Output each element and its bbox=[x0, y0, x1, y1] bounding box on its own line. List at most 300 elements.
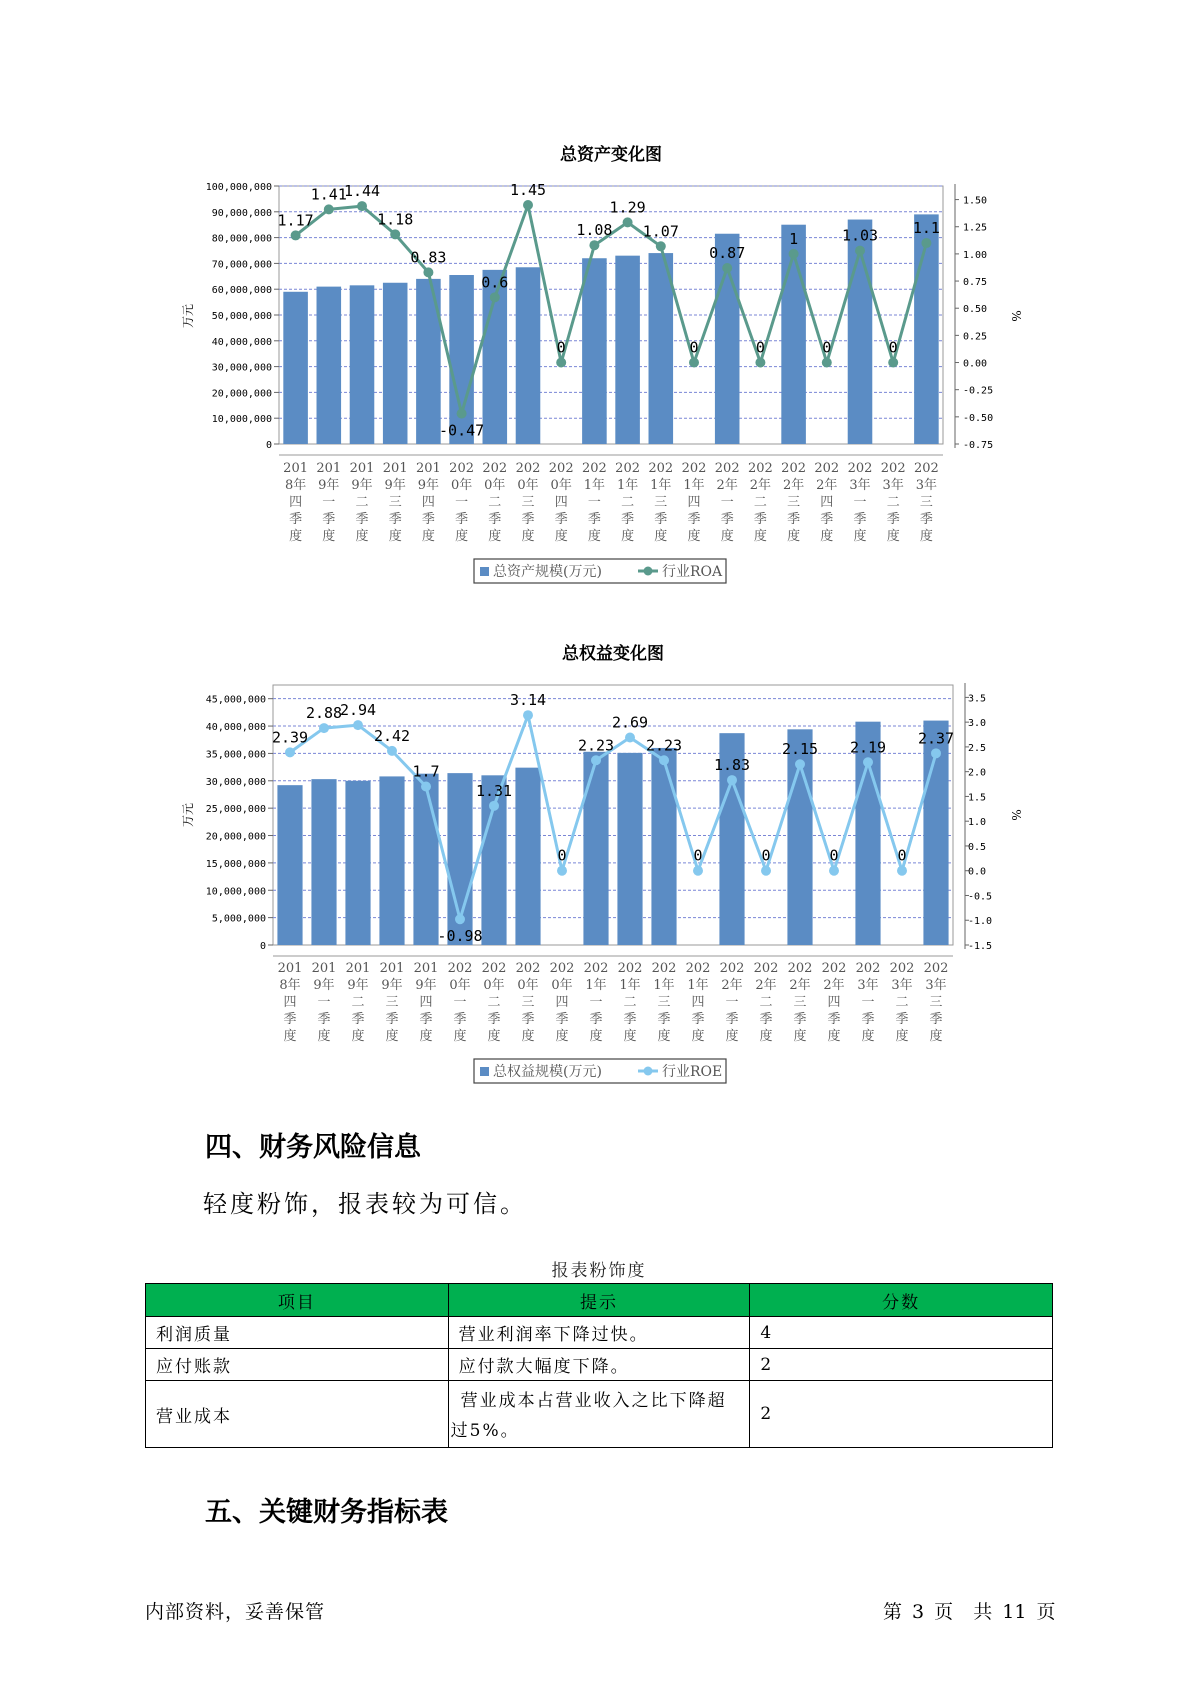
x-tick-label: 0年 bbox=[550, 478, 572, 493]
x-tick-label: 3年 bbox=[857, 978, 879, 993]
x-tick-label: 9年 bbox=[351, 478, 373, 493]
x-tick-label: 二 bbox=[895, 995, 909, 1010]
data-label: 0.87 bbox=[709, 244, 746, 263]
x-tick-label: 202 bbox=[714, 461, 740, 476]
y2-tick-label: -0.25 bbox=[963, 385, 994, 397]
x-tick-label: 度 bbox=[929, 1029, 943, 1044]
x-tick-label: 202 bbox=[719, 961, 745, 976]
x-tick-label: 201 bbox=[413, 961, 439, 976]
data-label: 2.39 bbox=[271, 728, 309, 747]
x-tick-label: 季 bbox=[521, 1012, 535, 1027]
x-tick-label: 度 bbox=[895, 1029, 909, 1044]
cell-item: 应付账款 bbox=[146, 1349, 449, 1381]
x-tick-label: 季 bbox=[759, 1012, 773, 1027]
x-tick-label: 度 bbox=[725, 1029, 739, 1044]
x-tick-label: 季 bbox=[554, 512, 568, 527]
x-tick-label: 季 bbox=[621, 512, 635, 527]
x-tick-label: 度 bbox=[827, 1029, 841, 1044]
y-axis-title: 万元 bbox=[181, 303, 195, 329]
y-tick-label: 100,000,000 bbox=[205, 182, 272, 193]
section-heading-financial-risk: 四、财务风险信息 bbox=[205, 1132, 421, 1163]
x-tick-label: 度 bbox=[919, 529, 933, 544]
line-point bbox=[897, 866, 907, 876]
x-tick-label: 202 bbox=[548, 461, 574, 476]
y-tick-label: 80,000,000 bbox=[211, 233, 272, 245]
x-tick-label: 季 bbox=[453, 1012, 467, 1027]
x-tick-label: 0年 bbox=[551, 978, 573, 993]
x-tick-label: 季 bbox=[388, 512, 402, 527]
x-tick-label: 202 bbox=[821, 961, 847, 976]
window-dressing-table bbox=[145, 1283, 1053, 1448]
x-tick-label: 201 bbox=[379, 961, 405, 976]
x-tick-label: 四 bbox=[289, 495, 303, 510]
bar bbox=[277, 785, 302, 945]
x-tick-label: 季 bbox=[355, 512, 369, 527]
bar bbox=[515, 768, 540, 945]
x-tick-label: 0年 bbox=[449, 978, 471, 993]
x-tick-label: 一 bbox=[317, 995, 331, 1010]
x-tick-label: 季 bbox=[317, 1012, 331, 1027]
data-label: 0 bbox=[829, 846, 839, 865]
bar bbox=[413, 774, 438, 945]
data-label: 0 bbox=[888, 338, 898, 357]
x-tick-label: 二 bbox=[886, 495, 900, 510]
x-tick-label: 季 bbox=[455, 512, 469, 527]
x-tick-label: 度 bbox=[555, 1029, 569, 1044]
data-label: 1.29 bbox=[609, 198, 646, 217]
data-label: 2.94 bbox=[339, 701, 377, 720]
x-tick-label: 9年 bbox=[318, 478, 340, 493]
y-tick-label: 90,000,000 bbox=[211, 207, 272, 219]
x-tick-label: 度 bbox=[861, 1029, 875, 1044]
x-tick-label: 四 bbox=[555, 995, 569, 1010]
data-label: 1.08 bbox=[576, 221, 613, 240]
x-tick-label: 季 bbox=[895, 1012, 909, 1027]
x-tick-label: 季 bbox=[691, 1012, 705, 1027]
data-label: 0 bbox=[556, 338, 566, 357]
footer-confidential-note: 内部资料，妥善保管 bbox=[145, 1601, 326, 1623]
column-header-item: 项目 bbox=[146, 1284, 449, 1317]
y2-tick-label: 3.5 bbox=[968, 693, 987, 705]
x-tick-label: 季 bbox=[421, 512, 435, 527]
legend-line-label: 行业ROE bbox=[662, 1064, 723, 1080]
x-tick-label: 度 bbox=[283, 1029, 297, 1044]
x-tick-label: 一 bbox=[861, 995, 875, 1010]
y2-tick-label: -1.5 bbox=[968, 941, 993, 952]
x-tick-label: 3年 bbox=[882, 478, 904, 493]
data-label: -0.47 bbox=[439, 421, 485, 440]
data-label: 0 bbox=[693, 846, 703, 865]
data-label: 1.7 bbox=[412, 762, 440, 781]
x-tick-label: 度 bbox=[289, 529, 303, 544]
x-tick-label: 季 bbox=[589, 1012, 603, 1027]
data-label: 1.17 bbox=[277, 211, 314, 230]
x-tick-label: 度 bbox=[589, 1029, 603, 1044]
y2-tick-label: 1.0 bbox=[968, 817, 987, 829]
x-tick-label: 一 bbox=[455, 495, 469, 510]
x-tick-label: 202 bbox=[753, 961, 779, 976]
x-tick-label: 二 bbox=[355, 495, 369, 510]
data-label: 1.18 bbox=[377, 210, 414, 229]
x-tick-label: 1年 bbox=[583, 478, 606, 493]
bar bbox=[481, 775, 506, 945]
x-tick-label: 三 bbox=[657, 995, 671, 1010]
x-tick-label: 0年 bbox=[517, 978, 539, 993]
x-tick-label: 202 bbox=[847, 461, 873, 476]
line-point bbox=[387, 746, 397, 756]
y2-tick-label: 0.50 bbox=[963, 304, 988, 316]
x-tick-label: 四 bbox=[691, 995, 705, 1010]
x-tick-label: 202 bbox=[781, 461, 807, 476]
x-tick-label: 度 bbox=[317, 1029, 331, 1044]
cell-hint: 应付款大幅度下降。 bbox=[448, 1349, 750, 1381]
line-point bbox=[285, 747, 295, 757]
y2-axis-title: % bbox=[1009, 809, 1023, 821]
data-label: 2.69 bbox=[611, 713, 649, 732]
x-tick-label: 201 bbox=[349, 461, 375, 476]
y2-tick-label: 0.0 bbox=[968, 866, 987, 878]
x-tick-label: 8年 bbox=[279, 978, 301, 993]
x-tick-label: 202 bbox=[923, 961, 949, 976]
y2-tick-label: 1.00 bbox=[963, 249, 988, 261]
line-point bbox=[455, 914, 465, 924]
y2-tick-label: -1.0 bbox=[968, 916, 993, 928]
x-tick-label: 度 bbox=[886, 529, 900, 544]
x-tick-label: 度 bbox=[453, 1029, 467, 1044]
x-tick-label: 3年 bbox=[915, 478, 938, 493]
x-tick-label: 度 bbox=[759, 1029, 773, 1044]
x-tick-label: 四 bbox=[820, 495, 834, 510]
data-label: 2.88 bbox=[305, 704, 343, 723]
x-tick-label: 四 bbox=[419, 995, 433, 1010]
x-tick-label: 0年 bbox=[484, 478, 506, 493]
y2-tick-label: 0.5 bbox=[968, 841, 987, 853]
legend-bar-swatch bbox=[480, 1067, 489, 1076]
x-tick-label: 季 bbox=[793, 1012, 807, 1027]
risk-summary-text: 轻度粉饰，报表较为可信。 bbox=[203, 1190, 527, 1218]
line-point bbox=[353, 720, 363, 730]
x-tick-label: 202 bbox=[747, 461, 773, 476]
y-tick-label: 5,000,000 bbox=[211, 913, 266, 925]
x-tick-label: 二 bbox=[488, 495, 502, 510]
data-label: 2.15 bbox=[781, 740, 819, 759]
x-tick-label: 度 bbox=[487, 1029, 501, 1044]
y2-tick-label: 2.0 bbox=[968, 767, 987, 779]
table-header-row bbox=[146, 1284, 1053, 1317]
x-tick-label: 202 bbox=[648, 461, 674, 476]
x-tick-label: 季 bbox=[919, 512, 933, 527]
data-label: 0 bbox=[897, 846, 907, 865]
x-tick-label: 9年 bbox=[417, 478, 440, 493]
x-tick-label: 四 bbox=[827, 995, 841, 1010]
x-tick-label: 二 bbox=[621, 495, 635, 510]
x-tick-label: 202 bbox=[617, 961, 643, 976]
y2-tick-label: 1.25 bbox=[963, 222, 988, 234]
x-tick-label: 度 bbox=[621, 529, 635, 544]
x-tick-label: 季 bbox=[820, 512, 834, 527]
table-row bbox=[146, 1349, 1053, 1381]
table-caption: 报表粉饰度 bbox=[551, 1261, 647, 1281]
x-tick-label: 度 bbox=[554, 529, 568, 544]
column-header-score: 分数 bbox=[750, 1284, 1053, 1317]
x-tick-label: 202 bbox=[787, 961, 813, 976]
x-tick-label: 202 bbox=[515, 961, 541, 976]
x-tick-label: 季 bbox=[654, 512, 668, 527]
x-tick-label: 202 bbox=[515, 461, 541, 476]
y2-tick-label: 1.50 bbox=[963, 195, 988, 207]
line-point bbox=[591, 755, 601, 765]
y2-tick-label: 0.25 bbox=[963, 331, 988, 343]
cell-item: 利润质量 bbox=[146, 1317, 449, 1349]
x-tick-label: 四 bbox=[421, 495, 435, 510]
line-point bbox=[659, 755, 669, 765]
x-tick-label: 度 bbox=[753, 529, 767, 544]
bar bbox=[345, 781, 370, 945]
x-tick-label: 9年 bbox=[415, 978, 437, 993]
x-tick-label: 度 bbox=[820, 529, 834, 544]
cell-hint: 营业利润率下降过快。 bbox=[448, 1317, 750, 1349]
x-tick-label: 202 bbox=[481, 961, 507, 976]
x-tick-label: 1年 bbox=[683, 478, 705, 493]
data-label: 1.45 bbox=[509, 181, 547, 200]
x-tick-label: 3年 bbox=[849, 478, 871, 493]
bar bbox=[651, 748, 676, 945]
y-tick-label: 40,000,000 bbox=[211, 336, 272, 348]
x-tick-label: 度 bbox=[654, 529, 668, 544]
x-tick-label: 1年 bbox=[616, 478, 639, 493]
y-tick-label: 20,000,000 bbox=[211, 388, 272, 400]
chart-title: 总资产变化图 bbox=[560, 145, 662, 165]
x-tick-label: 0年 bbox=[517, 478, 539, 493]
x-tick-label: 3年 bbox=[925, 978, 947, 993]
x-tick-label: 2年 bbox=[749, 478, 772, 493]
x-tick-label: 季 bbox=[827, 1012, 841, 1027]
x-tick-label: 四 bbox=[687, 495, 701, 510]
bar bbox=[311, 779, 336, 945]
x-tick-label: 季 bbox=[657, 1012, 671, 1027]
data-label: 1.07 bbox=[642, 222, 679, 241]
x-tick-label: 201 bbox=[382, 461, 408, 476]
y-tick-label: 40,000,000 bbox=[205, 722, 266, 734]
y-tick-label: 30,000,000 bbox=[211, 362, 272, 374]
line-point bbox=[931, 748, 941, 758]
bar bbox=[617, 753, 642, 945]
bar bbox=[583, 752, 608, 945]
x-tick-label: 二 bbox=[753, 495, 767, 510]
y2-tick-label: 3.0 bbox=[968, 718, 987, 730]
y-tick-label: 15,000,000 bbox=[205, 858, 266, 870]
data-label: -0.98 bbox=[437, 927, 483, 946]
x-tick-label: 度 bbox=[687, 529, 701, 544]
x-tick-label: 度 bbox=[355, 529, 369, 544]
x-tick-label: 201 bbox=[277, 961, 303, 976]
x-tick-label: 季 bbox=[351, 1012, 365, 1027]
x-tick-label: 季 bbox=[487, 1012, 501, 1027]
x-tick-label: 二 bbox=[487, 995, 501, 1010]
cell-score: 4 bbox=[750, 1317, 1053, 1349]
data-label: 1.03 bbox=[841, 226, 879, 245]
x-tick-label: 度 bbox=[587, 529, 601, 544]
x-tick-label: 202 bbox=[913, 461, 939, 476]
x-tick-label: 1年 bbox=[619, 978, 641, 993]
line-point bbox=[863, 757, 873, 767]
x-tick-label: 季 bbox=[322, 512, 336, 527]
x-tick-label: 一 bbox=[587, 495, 601, 510]
y2-tick-label: -0.50 bbox=[963, 412, 994, 424]
y2-tick-label: -0.75 bbox=[963, 440, 994, 451]
legend bbox=[474, 1059, 726, 1083]
line-point bbox=[829, 866, 839, 876]
x-tick-label: 202 bbox=[583, 961, 609, 976]
x-tick-label: 度 bbox=[455, 529, 469, 544]
x-tick-label: 202 bbox=[685, 961, 711, 976]
x-tick-label: 度 bbox=[521, 529, 535, 544]
data-label: 3.14 bbox=[509, 691, 547, 710]
data-label: 0.6 bbox=[481, 273, 509, 292]
line-point bbox=[557, 866, 567, 876]
y-tick-label: 0 bbox=[259, 941, 266, 952]
cell-item: 营业成本 bbox=[146, 1381, 449, 1448]
x-tick-label: 202 bbox=[889, 961, 915, 976]
legend-line-marker bbox=[644, 1067, 653, 1076]
y-tick-label: 45,000,000 bbox=[205, 694, 266, 706]
x-tick-label: 9年 bbox=[347, 978, 369, 993]
x-tick-label: 9年 bbox=[384, 478, 406, 493]
x-tick-label: 四 bbox=[283, 995, 297, 1010]
y-tick-label: 10,000,000 bbox=[211, 414, 272, 426]
x-tick-label: 202 bbox=[855, 961, 881, 976]
y-axis-title: 万元 bbox=[181, 802, 195, 828]
x-tick-label: 三 bbox=[919, 495, 933, 510]
x-tick-label: 季 bbox=[623, 1012, 637, 1027]
y2-tick-label: 2.5 bbox=[968, 742, 987, 754]
x-tick-label: 202 bbox=[681, 461, 707, 476]
y-tick-label: 70,000,000 bbox=[211, 259, 272, 271]
y-tick-label: 25,000,000 bbox=[205, 804, 266, 816]
cell-score: 2 bbox=[750, 1381, 1053, 1448]
x-tick-label: 1年 bbox=[650, 478, 672, 493]
x-tick-label: 季 bbox=[521, 512, 535, 527]
y2-tick-label: -0.5 bbox=[968, 891, 993, 903]
data-label: 1.44 bbox=[343, 182, 381, 201]
x-tick-label: 三 bbox=[929, 995, 943, 1010]
x-tick-label: 三 bbox=[521, 995, 535, 1010]
footer-page-number: 第 3 页 共 11 页 bbox=[883, 1601, 1056, 1623]
line-point bbox=[693, 866, 703, 876]
cell-hint bbox=[448, 1381, 750, 1448]
section-heading-key-indicators: 五、关键财务指标表 bbox=[205, 1497, 448, 1528]
x-tick-label: 202 bbox=[581, 461, 607, 476]
x-tick-label: 度 bbox=[351, 1029, 365, 1044]
table-row bbox=[146, 1317, 1053, 1349]
data-label: 1.1 bbox=[912, 219, 940, 238]
x-tick-label: 三 bbox=[787, 495, 801, 510]
x-tick-label: 一 bbox=[589, 995, 603, 1010]
x-tick-label: 一 bbox=[453, 995, 467, 1010]
x-tick-label: 度 bbox=[720, 529, 734, 544]
x-tick-label: 2年 bbox=[755, 978, 777, 993]
x-tick-label: 8年 bbox=[284, 478, 307, 493]
x-tick-label: 202 bbox=[880, 461, 906, 476]
line-point bbox=[795, 759, 805, 769]
x-tick-label: 202 bbox=[482, 461, 508, 476]
x-tick-label: 201 bbox=[316, 461, 342, 476]
x-tick-label: 度 bbox=[488, 529, 502, 544]
x-tick-label: 1年 bbox=[585, 978, 607, 993]
data-label: 2.42 bbox=[373, 726, 411, 745]
x-tick-label: 201 bbox=[311, 961, 337, 976]
cell-hint-line2: 过5%。 bbox=[450, 1421, 520, 1441]
x-tick-label: 季 bbox=[787, 512, 801, 527]
data-label: 1 bbox=[789, 229, 799, 248]
column-header-hint: 提示 bbox=[448, 1284, 750, 1317]
y-tick-label: 10,000,000 bbox=[205, 886, 266, 898]
y2-tick-label: 0.75 bbox=[963, 277, 988, 289]
table-row bbox=[146, 1381, 1053, 1448]
line-point bbox=[319, 723, 329, 733]
cell-score: 2 bbox=[750, 1349, 1053, 1381]
data-label: 0 bbox=[557, 846, 567, 865]
x-tick-label: 季 bbox=[861, 1012, 875, 1027]
x-tick-label: 202 bbox=[814, 461, 840, 476]
x-tick-label: 0年 bbox=[450, 478, 473, 493]
data-label: 1.83 bbox=[713, 756, 751, 775]
x-tick-label: 9年 bbox=[381, 978, 403, 993]
x-tick-label: 三 bbox=[654, 495, 668, 510]
y-tick-label: 0 bbox=[265, 440, 272, 451]
x-tick-label: 季 bbox=[488, 512, 502, 527]
y-tick-label: 50,000,000 bbox=[211, 311, 272, 322]
y2-axis-title: % bbox=[1009, 310, 1023, 322]
y-tick-label: 30,000,000 bbox=[205, 776, 266, 788]
x-tick-label: 季 bbox=[289, 512, 303, 527]
x-tick-label: 二 bbox=[759, 995, 773, 1010]
y-tick-label: 35,000,000 bbox=[205, 749, 266, 761]
x-tick-label: 2年 bbox=[823, 978, 845, 993]
x-tick-label: 度 bbox=[521, 1029, 535, 1044]
x-tick-label: 202 bbox=[549, 961, 575, 976]
x-tick-label: 季 bbox=[385, 1012, 399, 1027]
data-label: 1.31 bbox=[475, 781, 513, 800]
x-tick-label: 2年 bbox=[716, 478, 738, 493]
line-point bbox=[625, 732, 635, 742]
x-tick-label: 202 bbox=[615, 461, 641, 476]
y2-tick-label: 0.00 bbox=[963, 358, 988, 370]
x-tick-label: 三 bbox=[388, 495, 402, 510]
x-tick-label: 季 bbox=[283, 1012, 297, 1027]
x-tick-label: 201 bbox=[345, 961, 371, 976]
x-tick-label: 度 bbox=[793, 1029, 807, 1044]
bar bbox=[379, 776, 404, 945]
data-label: 0 bbox=[689, 338, 699, 357]
x-tick-label: 季 bbox=[853, 512, 867, 527]
data-label: 2.37 bbox=[917, 729, 955, 748]
x-tick-label: 度 bbox=[421, 529, 435, 544]
x-tick-label: 1年 bbox=[687, 978, 709, 993]
x-tick-label: 季 bbox=[720, 512, 734, 527]
x-tick-label: 季 bbox=[725, 1012, 739, 1027]
x-tick-label: 202 bbox=[447, 961, 473, 976]
y2-tick-label: 1.5 bbox=[968, 792, 987, 804]
data-label: 2.23 bbox=[577, 736, 615, 755]
x-tick-label: 0年 bbox=[483, 978, 505, 993]
x-tick-label: 三 bbox=[793, 995, 807, 1010]
line-point bbox=[761, 866, 771, 876]
x-tick-label: 三 bbox=[521, 495, 535, 510]
data-label: 1.41 bbox=[310, 185, 347, 204]
x-tick-label: 2年 bbox=[789, 978, 811, 993]
x-tick-label: 9年 bbox=[313, 978, 335, 993]
